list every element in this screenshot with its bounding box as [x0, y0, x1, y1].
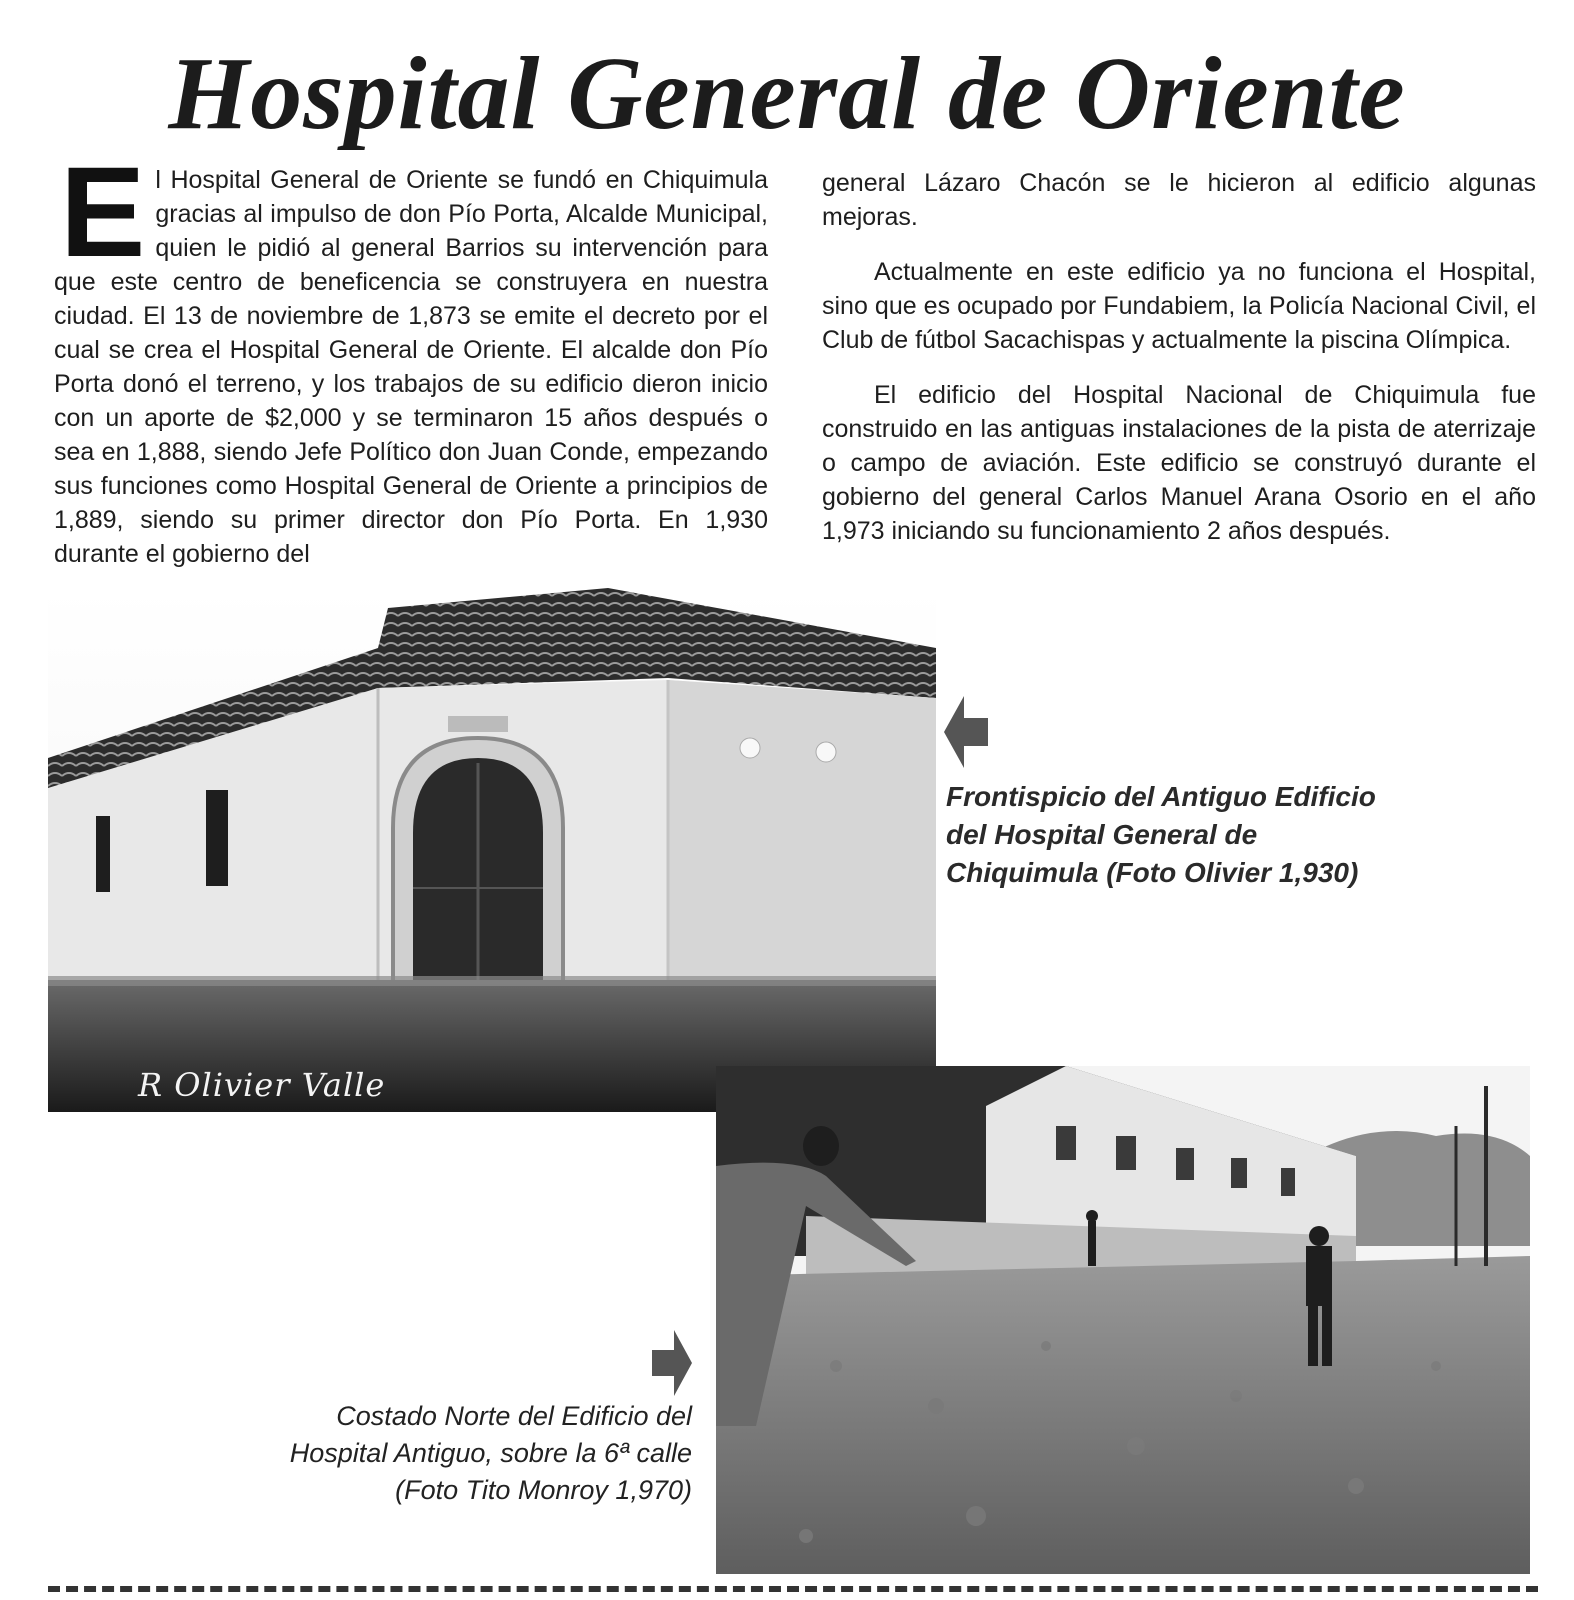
article-column-left	[54, 141, 768, 571]
article-paragraph: El edificio del Hospital Nacional de Chiquimula fue construido en las antiguas instalaciones de la pista de aterrizaje o campo de aviación. Este edificio se construyó durante el gobierno del general Carlos Manuel Arana Osorio en el año 1,973 iniciando su funcionamiento 2 años después.	[822, 381, 1536, 545]
north-side-street-photo	[716, 1066, 1530, 1574]
article-paragraph: l Hospital General de Oriente se fundó en Chiquimula gracias al impulso de don Pío Porta, Alcalde Municipal, quien le pidió al general Barrios su intervención para que este centro de beneficencia se construyera en nuestra ciudad. El 13 de noviembre de 1,873 se emite el decreto por el cual se crea el Hospital General de Oriente. El alcalde don Pío Porta donó el terreno, y los trabajos de su edificio dieron inicio con un aporte de $2,000 y se terminaron 15 años después o sea en 1,888, siendo Jefe Político don Juan Conde, empezando sus funciones como Hospital General de Oriente a principios de 1,889, siendo su primer director don Pío Porta. En 1,930 durante el gobierno del	[54, 166, 768, 568]
drop-cap: E	[60, 141, 146, 284]
photo-caption-facade: Frontispicio del Antiguo Edificio del Hospital General de Chiquimula (Foto Olivier 1,930)	[946, 781, 1376, 888]
article-paragraph: Actualmente en este edificio ya no funciona el Hospital, sino que es ocupado por Fundabiem, la Policía Nacional Civil, el Club de fútbol Sacachispas y actualmente la piscina Olímpica.	[822, 258, 1536, 354]
page-bottom-divider	[48, 1586, 1538, 1592]
page-title: Hospital General de Oriente	[168, 36, 1406, 151]
hospital-facade-photo	[48, 588, 936, 1112]
photo-signature: R Olivier Valle	[138, 1066, 386, 1104]
article-column-right	[822, 166, 1536, 548]
article-paragraph: general Lázaro Chacón se le hicieron al edificio algunas mejoras.	[822, 169, 1536, 231]
arrow-left-icon	[944, 696, 988, 773]
arrow-right-icon	[652, 1330, 692, 1401]
photo-caption-north-side: Costado Norte del Edificio del Hospital Antiguo, sobre la 6ª calle (Foto Tito Monroy 1,970)	[289, 1401, 692, 1505]
